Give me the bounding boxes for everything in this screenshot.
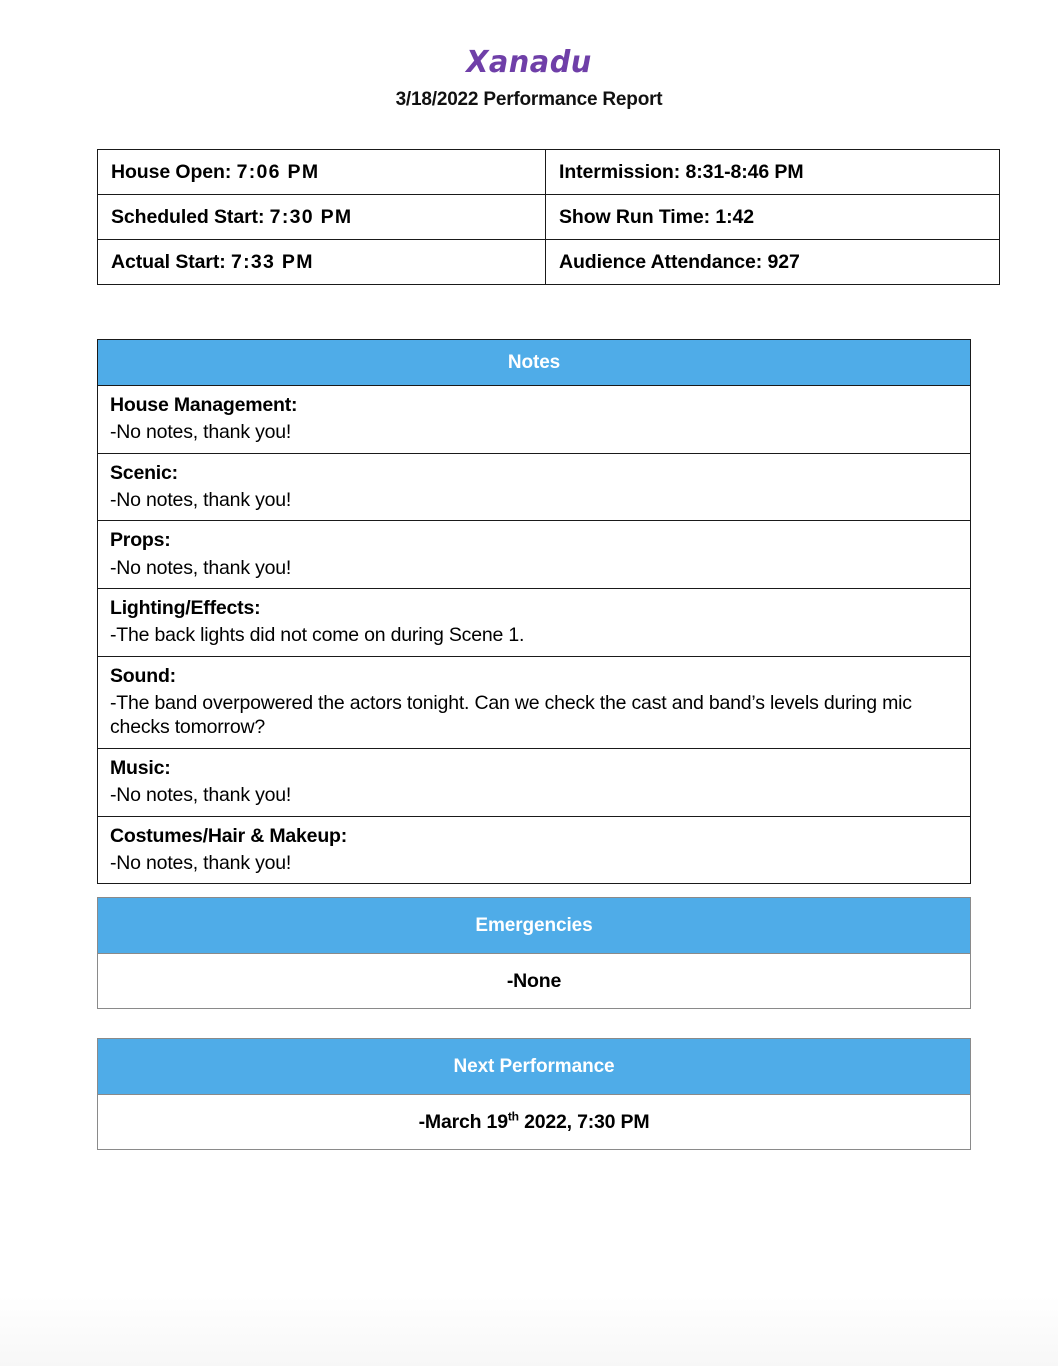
next-performance-date-suffix: 2022, 7:30 PM <box>518 1110 650 1133</box>
table-row <box>98 240 1000 285</box>
show-title: Xanadu <box>466 45 592 80</box>
house-open-value: 7:06 PM <box>236 160 320 183</box>
house-open-cell <box>98 150 546 195</box>
intermission-cell <box>546 150 1000 195</box>
emergencies-table <box>97 897 971 1009</box>
next-performance-table <box>97 1038 971 1150</box>
note-body: -No notes, thank you! <box>110 556 292 579</box>
actual-start-cell <box>98 240 546 285</box>
house-open-label: House Open: <box>111 160 232 183</box>
note-sound <box>98 656 971 748</box>
table-row <box>98 340 971 386</box>
note-label: Costumes/Hair & Makeup: <box>110 824 348 847</box>
show-run-time-value: 1:42 <box>715 205 754 228</box>
note-label: Lighting/Effects: <box>110 597 261 620</box>
table-row <box>98 150 1000 195</box>
next-performance-section-header: Next Performance <box>98 1039 971 1095</box>
intermission-value: 8:31-8:46 PM <box>685 160 804 183</box>
table-row <box>98 1095 971 1150</box>
note-label: Music: <box>110 757 171 779</box>
notes-table <box>97 339 971 884</box>
audience-attendance-cell <box>546 240 1000 285</box>
note-label: Scenic: <box>110 461 178 484</box>
note-body: -No notes, thank you! <box>110 488 292 511</box>
note-label: Sound: <box>110 664 176 687</box>
next-performance-ordinal: th <box>507 1109 519 1123</box>
scheduled-start-label: Scheduled Start: <box>111 205 265 228</box>
audience-attendance-label: Audience Attendance: <box>559 250 763 273</box>
table-row <box>98 589 971 657</box>
note-body: -The band overpowered the actors tonight. Can we check the cast and band’s levels during mic checks tomorrow? <box>110 691 912 739</box>
scheduled-start-cell <box>98 195 546 240</box>
table-row <box>98 521 971 589</box>
notes-section-header: Notes <box>98 340 971 386</box>
table-row <box>98 195 1000 240</box>
scheduled-start-value: 7:30 PM <box>269 205 353 228</box>
note-scenic <box>98 453 971 521</box>
actual-start-value: 7:33 PM <box>230 250 314 273</box>
table-row <box>98 453 971 521</box>
note-label: Props: <box>110 529 171 552</box>
note-body: -No notes, thank you! <box>110 851 292 874</box>
note-music <box>98 749 971 817</box>
report-header <box>0 0 1058 109</box>
note-lighting-effects <box>98 589 971 657</box>
emergencies-body: -None <box>98 954 971 1009</box>
intermission-label: Intermission: <box>559 160 681 183</box>
emergencies-section-header: Emergencies <box>98 898 971 954</box>
audience-attendance-value: 927 <box>767 250 800 273</box>
note-props <box>98 521 971 589</box>
show-run-time-label: Show Run Time: <box>559 205 710 228</box>
note-label: House Management: <box>110 394 298 416</box>
actual-start-label: Actual Start: <box>111 250 226 273</box>
note-body: -No notes, thank you! <box>110 421 292 444</box>
performance-info-table <box>97 149 1000 285</box>
table-row <box>98 656 971 748</box>
table-row <box>98 898 971 954</box>
next-performance-date-prefix: -March 19 <box>418 1110 508 1133</box>
note-house-management <box>98 386 971 454</box>
note-body: -No notes, thank you! <box>110 784 292 807</box>
next-performance-body <box>98 1095 971 1150</box>
report-subtitle: 3/18/2022 Performance Report <box>395 89 663 110</box>
table-row <box>98 386 971 454</box>
table-row <box>98 954 971 1009</box>
note-body: -The back lights did not come on during Scene 1. <box>110 624 525 647</box>
table-row <box>98 749 971 817</box>
show-run-time-cell <box>546 195 1000 240</box>
table-row <box>98 816 971 884</box>
note-costumes-hair-makeup <box>98 816 971 884</box>
page-bottom-fade <box>0 1296 1058 1366</box>
table-row <box>98 1039 971 1095</box>
